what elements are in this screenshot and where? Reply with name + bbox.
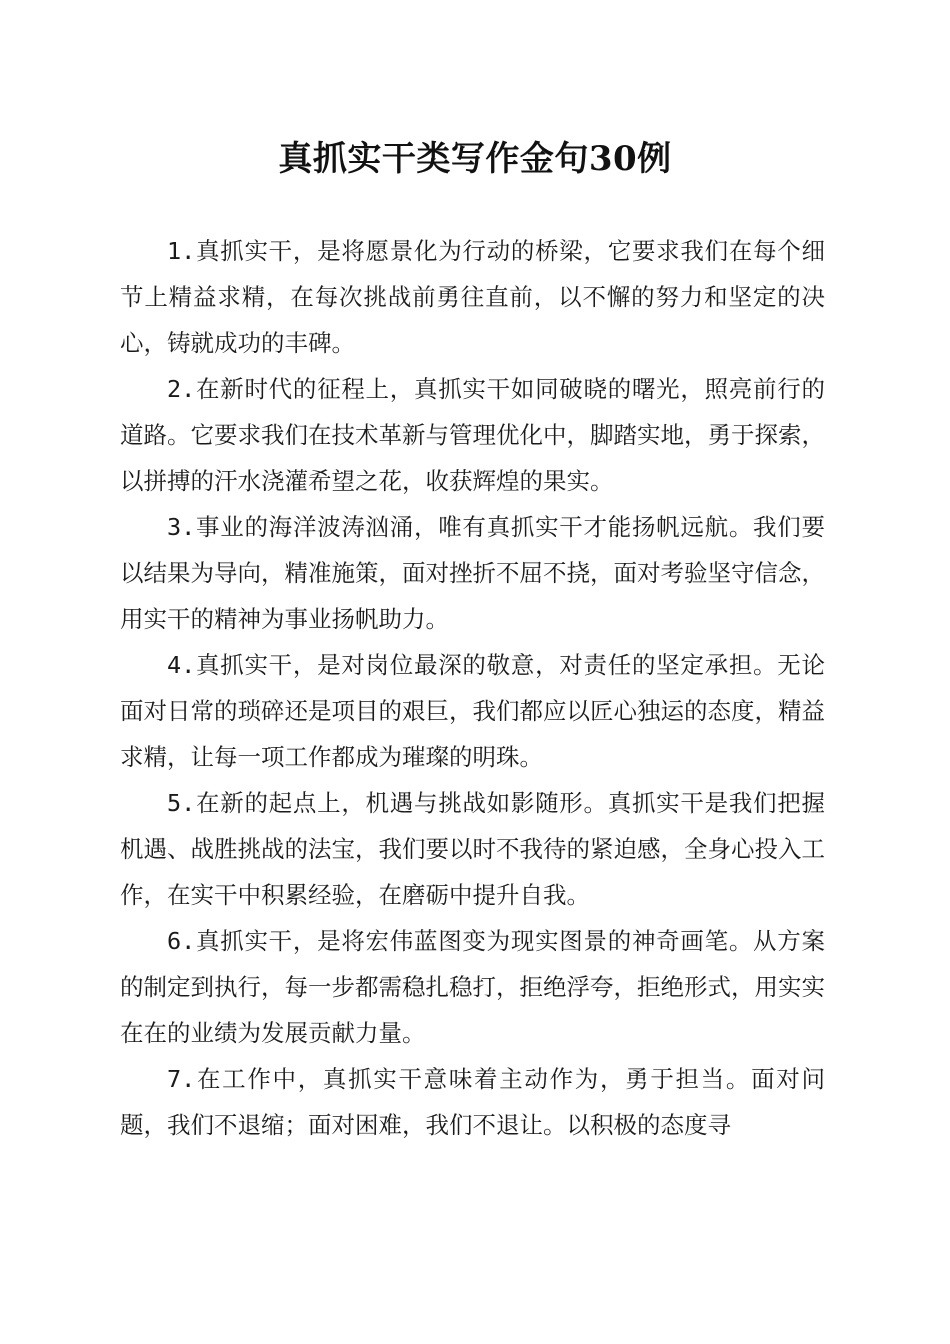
- paragraph-7: 7.在工作中，真抓实干意味着主动作为，勇于担当。面对问题，我们不退缩；面对困难，我们不退让。以积极的态度寻: [120, 1065, 825, 1139]
- paragraph-6: 6.真抓实干，是将宏伟蓝图变为现实图景的神奇画笔。从方案的制定到执行，每一步都需稳扎稳打，拒绝浮夸，拒绝形式，用实实在在的业绩为发展贡献力量。: [120, 927, 825, 1047]
- page-title: 真抓实干类写作金句30例: [278, 139, 672, 179]
- paragraph-5: 5.在新的起点上，机遇与挑战如影随形。真抓实干是我们把握机遇、战胜挑战的法宝，我们要以时不我待的紧迫感，全身心投入工作，在实干中积累经验，在磨砺中提升自我。: [120, 789, 825, 909]
- paragraph-3: 3.事业的海洋波涛汹涌，唯有真抓实干才能扬帆远航。我们要以结果为导向，精准施策，面对挫折不屈不挠，面对考验坚守信念，用实干的精神为事业扬帆助力。: [120, 513, 825, 633]
- paragraph-2: 2.在新时代的征程上，真抓实干如同破晓的曙光，照亮前行的道路。它要求我们在技术革新与管理优化中，脚踏实地，勇于探索，以拼搏的汗水浇灌希望之花，收获辉煌的果实。: [120, 375, 825, 495]
- paragraph-4: 4.真抓实干，是对岗位最深的敬意，对责任的坚定承担。无论面对日常的琐碎还是项目的艰巨，我们都应以匠心独运的态度，精益求精，让每一项工作都成为璀璨的明珠。: [120, 651, 825, 771]
- paragraph-1: 1.真抓实干，是将愿景化为行动的桥梁，它要求我们在每个细节上精益求精，在每次挑战前勇往直前，以不懈的努力和坚定的决心，铸就成功的丰碑。: [120, 237, 825, 357]
- document-body: [120, 228, 825, 1148]
